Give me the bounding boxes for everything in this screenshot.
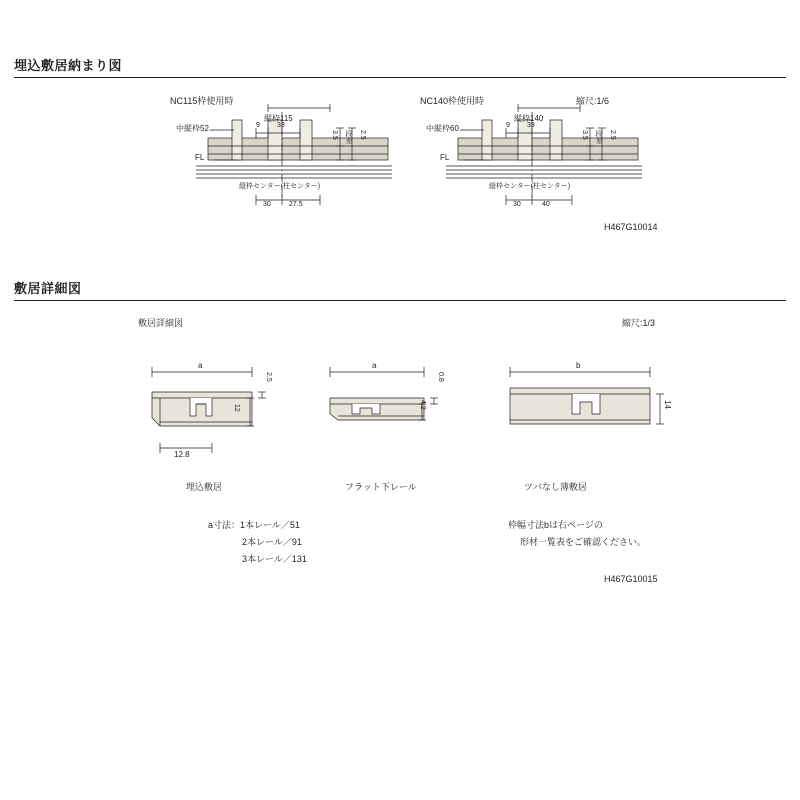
item2-dim-42: 4.2 (419, 400, 427, 410)
nc115-dim-33: 33 (277, 122, 285, 129)
diagram2-scale: 縮尺:1/3 (622, 318, 656, 328)
note-b-line-1: 枠幅寸法bは右ページの (508, 520, 603, 530)
nc115-fl-label: FL (195, 153, 205, 162)
item1-dim-128: 12.8 (174, 450, 190, 459)
diagram1-code: H467G10014 (604, 222, 658, 232)
nc115-center-label: 縦枠センター(柱センター) (239, 183, 321, 190)
nc115-dim-25: 2.5 (359, 130, 367, 140)
nc115-dim-275: 27.5 (289, 201, 303, 208)
nc140-dim-30: 30 (513, 201, 521, 208)
diagram1-scale: 縮尺:1/6 (576, 96, 610, 106)
diagram2-code: H467G10015 (604, 574, 658, 584)
item1-name: 埋込敷居 (186, 482, 223, 492)
item3-dim-14: 14 (663, 400, 673, 409)
nc115-caption: NC115枠使用時 (170, 96, 234, 106)
item3-width-label: b (576, 361, 581, 370)
nc115-dim-35: 3.5 (331, 130, 339, 140)
note-a-line-2: 2本レール／91 (242, 537, 302, 547)
section-title-2: 敷居詳細図 (14, 278, 786, 301)
nc140-fl-label: FL (440, 153, 450, 162)
nc140-dim-40: 40 (542, 201, 550, 208)
nc115-dim-30: 30 (263, 201, 271, 208)
nc140-dim-35: 3.5 (581, 130, 589, 140)
nc140-left-label: 中縦枠60 (426, 124, 459, 133)
nc140-top-label: 縦枠140 (514, 114, 544, 123)
nc115-dansa-label: 段差 (345, 130, 353, 144)
note-a-line-1: a寸法：1本レール／51 (208, 520, 300, 530)
item2-width-label: a (372, 361, 377, 370)
note-a-line-3: 3本レール／131 (242, 554, 307, 564)
nc140-dim-9: 9 (506, 122, 510, 129)
note-b-line-2: 形材一覧表をご確認ください。 (520, 537, 647, 547)
item3-name: ツバなし薄敷居 (524, 482, 587, 492)
nc115-top-label: 縦枠115 (264, 114, 293, 123)
item1-dim-12: 12 (233, 404, 241, 412)
nc140-dim-33: 33 (527, 122, 535, 129)
item2-dim-08: 0.8 (437, 372, 445, 382)
nc140-dansa-label: 段差 (595, 130, 603, 144)
nc140-caption: NC140枠使用時 (420, 96, 485, 106)
nc140-dim-25: 2.5 (609, 130, 617, 140)
item1-width-label: a (198, 361, 203, 370)
nc140-center-label: 縦枠センター(柱センター) (489, 183, 571, 190)
nc115-dim-9: 9 (256, 122, 260, 129)
section-title-1: 埋込敷居納まり図 (14, 55, 786, 78)
item1-dim-25: 2.5 (265, 372, 273, 382)
nc115-left-label: 中縦枠52 (176, 124, 209, 133)
diagram2-caption: 敷居詳細図 (138, 318, 184, 328)
item2-name: フラット下レール (345, 482, 417, 492)
